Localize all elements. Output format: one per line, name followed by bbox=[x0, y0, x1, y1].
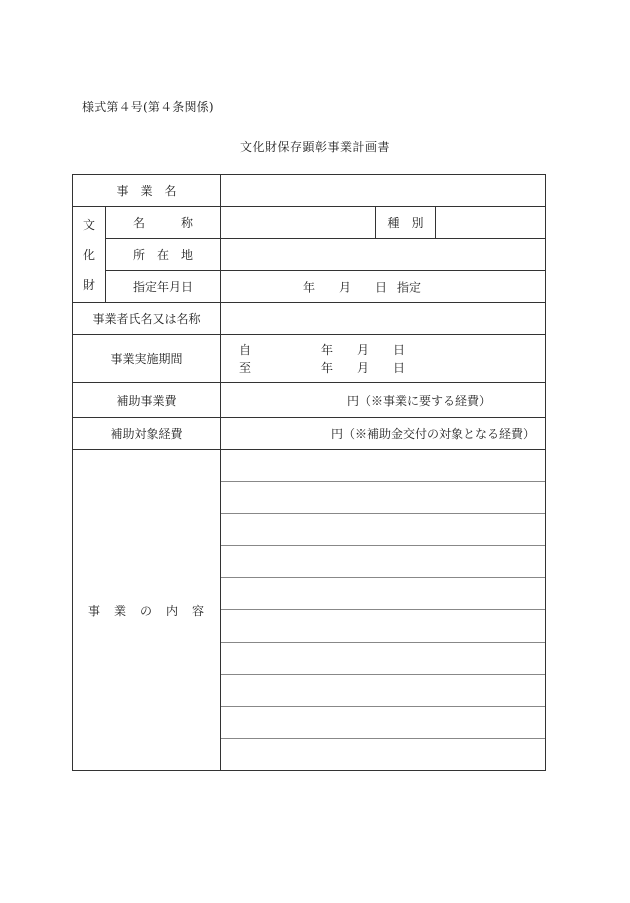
row-eligible-cost bbox=[73, 418, 546, 450]
project-name-label: 事 業 名 bbox=[73, 175, 221, 207]
day-unit: 日 bbox=[393, 360, 406, 375]
subsidy-cost-field[interactable] bbox=[221, 383, 546, 418]
content-line[interactable] bbox=[221, 739, 545, 770]
row-location bbox=[73, 239, 546, 271]
location-label: 所 在 地 bbox=[106, 239, 221, 271]
row-subsidy-cost bbox=[73, 383, 546, 418]
period-field[interactable] bbox=[221, 335, 546, 383]
content-line[interactable] bbox=[221, 546, 545, 578]
cultural-property-char: 化 bbox=[82, 247, 95, 262]
cultural-property-char: 財 bbox=[82, 277, 95, 292]
cultural-property-char: 文 bbox=[82, 217, 95, 232]
year-unit: 年 bbox=[321, 342, 334, 357]
designation-suffix: 指定 bbox=[397, 280, 422, 294]
designation-date-field[interactable] bbox=[221, 271, 546, 303]
content-ruled-lines bbox=[221, 450, 545, 770]
period-to-prefix: 至 bbox=[239, 360, 252, 375]
content-line[interactable] bbox=[221, 675, 545, 707]
day-unit: 日 bbox=[393, 342, 406, 357]
content-line[interactable] bbox=[221, 707, 545, 739]
eligible-cost-note: 円（※補助金交付の対象となる経費） bbox=[331, 427, 536, 441]
row-operator bbox=[73, 303, 546, 335]
page-title: 文化財保存顕彰事業計画書 bbox=[239, 140, 390, 154]
cultural-property-label bbox=[73, 207, 106, 303]
content-line[interactable] bbox=[221, 610, 545, 642]
content-line[interactable] bbox=[221, 482, 545, 514]
row-property-name bbox=[73, 207, 546, 239]
content-line[interactable] bbox=[221, 578, 545, 610]
month-unit: 月 bbox=[357, 360, 370, 375]
project-name-field[interactable] bbox=[221, 175, 546, 207]
row-project-content bbox=[73, 450, 546, 771]
day-unit: 日 bbox=[375, 280, 388, 294]
content-line[interactable] bbox=[221, 450, 545, 482]
row-designation-date bbox=[73, 271, 546, 303]
subsidy-cost-note: 円（※事業に要する経費） bbox=[347, 393, 492, 408]
eligible-cost-field[interactable] bbox=[221, 418, 546, 450]
month-unit: 月 bbox=[339, 280, 352, 294]
plan-form-table bbox=[72, 174, 546, 771]
project-content-field[interactable] bbox=[221, 450, 546, 771]
name-label: 名 称 bbox=[106, 207, 221, 239]
eligible-cost-label: 補助対象経費 bbox=[73, 418, 221, 450]
year-unit: 年 bbox=[321, 360, 334, 375]
row-project-name bbox=[73, 175, 546, 207]
type-label: 種 別 bbox=[376, 207, 436, 239]
location-field[interactable] bbox=[221, 239, 546, 271]
period-to-line bbox=[239, 359, 545, 377]
subsidy-cost-label: 補助事業費 bbox=[73, 383, 221, 418]
period-from-line bbox=[239, 341, 545, 359]
project-content-label: 事 業 の 内 容 bbox=[73, 450, 221, 771]
form-number: 様式第４号(第４条関係) bbox=[82, 100, 214, 114]
name-field[interactable] bbox=[221, 207, 376, 239]
content-line[interactable] bbox=[221, 514, 545, 546]
month-unit: 月 bbox=[357, 342, 370, 357]
period-label: 事業実施期間 bbox=[73, 335, 221, 383]
type-field[interactable] bbox=[436, 207, 546, 239]
year-unit: 年 bbox=[303, 280, 316, 294]
row-period bbox=[73, 335, 546, 383]
period-from-prefix: 自 bbox=[239, 342, 252, 357]
designation-date-label: 指定年月日 bbox=[106, 271, 221, 303]
operator-field[interactable] bbox=[221, 303, 546, 335]
operator-label: 事業者氏名又は名称 bbox=[73, 303, 221, 335]
content-line[interactable] bbox=[221, 643, 545, 675]
